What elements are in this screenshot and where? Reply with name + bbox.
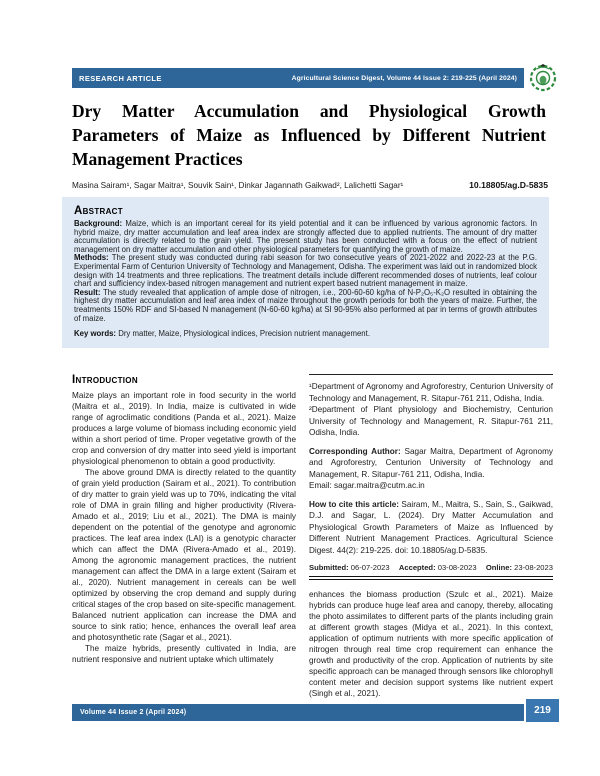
submission-dates-row: [309, 563, 553, 572]
info-top-rule: [309, 374, 553, 375]
online-value: 23-08-2023: [514, 563, 553, 572]
email-link[interactable]: sagar.maitra@cutm.ac.in: [334, 481, 425, 490]
submitted-value: 06-07-2023: [350, 563, 390, 572]
how-to-cite-text: Sairam, M., Maitra, S., Sain, S., Gaikwad, D.J. and Sagar, L. (2024). Dry Matter Accumulation and Physiological Growth Parameters of Maize as Influenced by Different Nutrient Management Practices. Agricultural Science Digest. 44(2): 219-225. doi: 10.18805/ag.D-5835.: [309, 499, 553, 555]
introduction-heading: Introduction: [72, 374, 138, 386]
page-number-badge: 219: [526, 699, 559, 722]
intro-paragraph-2: The above ground DMA is directly related to the quantity of grain yield production (Sairam et al., 2021). To contribution of dry matter to grain yield was up to 70%, indicating the vital role of DMA in grain filling and higher productivity (Rivera-Amado et al., 2019; Liu et al., 2021). The DMA is mainly dependent on the potential of the genotype and agronomic practices. The leaf area index (LAI) is a genotypic character which can affect the DMA (Rivera-Amado et al., 2019). Among the agronomic management practices, the nutrient management can affect the DMA in a large extent (Sairam et al., 2020). Nutrient management in cereals can be well optimized by observing the crop demand and supply during critical stages of the crop based on site-specific management. Balanced nutrient application can increase the DMA and source to sink ratio; hence, enhances the overall leaf area and photosynthetic rate (Sagar et al., 2021).: [72, 468, 296, 642]
accepted-value: 03-08-2023: [437, 563, 477, 572]
article-title: Dry Matter Accumulation and Physiological Growth Parameters of Maize as Influenced by Different Nutrient Management Practices: [72, 101, 546, 169]
how-to-cite-label: How to cite this article:: [309, 499, 399, 509]
corresponding-author: [309, 446, 553, 481]
right-column: [309, 374, 553, 702]
footer-bar: [72, 704, 524, 721]
top-bar: [72, 68, 524, 88]
research-article-badge: RESEARCH ARTICLE: [79, 73, 162, 83]
online-label: Online:: [485, 563, 512, 572]
intro-paragraph-3: The maize hybrids, presently cultivated in India, are nutrient responsive and nutrient uptake which ultimately: [72, 644, 296, 664]
left-column: [72, 374, 296, 702]
abstract-keywords: [74, 330, 537, 339]
abstract-result: [74, 289, 537, 323]
affiliation-1: ¹Department of Agronomy and Agroforestry, Centurion University of Technology and Management, R. Sitapur-761 211, Odisha, India.: [309, 382, 553, 403]
journal-issue-info: Agricultural Science Digest, Volume 44 Issue 2: 219-225 (April 2024): [291, 74, 517, 82]
submitted-date: [309, 563, 390, 572]
abstract-result-label: Result:: [74, 287, 101, 297]
submitted-label: Submitted:: [309, 563, 349, 572]
affiliation-2: ²Department of Plant physiology and Biochemistry, Centurion University of Technology and Management, R. Sitapur-761 211, Odisha, India.: [309, 405, 553, 437]
continuation-paragraph: enhances the biomass production (Szulc et al., 2021). Maize hybrids can produce huge leaf area and canopy, thereby, allocating the photo assimilates to different parts of the plants including grain at different growth stages (Midya et al., 2021). In this context, application of optimum nutrients with more specific application of nitrogen through real time crop requirement can enhance the growth and productivity of the crop. Application of nutrients by site specific approach can be managed through sensors like chlorophyll content meter and decision support systems like nutrient expert (Singh et al., 2021).: [309, 590, 553, 698]
abstract-keywords-label: Key words:: [74, 329, 117, 339]
abstract-methods-label: Methods:: [74, 253, 109, 263]
accepted-date: [399, 563, 477, 572]
abstract-methods-text: The present study was conducted during rabi season for two consecutive years of 2021-2022 and 2022-23 at the P.G. Experimental Farm of Centurion University of Technology and Management, Odisha. The experiment was laid out in randomized block design with 14 treatments and three replications. The treatment details include different recommended doses of nutrients, leaf colour chart and sufficiency index-based nitrogen management and nutrient expert based nutrient management in maize.: [74, 253, 537, 289]
abstract-heading: Abstract: [74, 205, 123, 217]
double-rule: [309, 576, 553, 580]
online-date: [486, 563, 553, 572]
corresponding-author-label: Corresponding Author:: [309, 446, 401, 456]
publisher-wreath-logo-icon: [527, 60, 559, 94]
abstract-background: [74, 220, 537, 254]
email-label: Email:: [309, 481, 332, 490]
how-to-cite: [309, 499, 553, 557]
abstract-result-text: The study revealed that application of ample dose of nitrogen, i.e., 200-60-60 kg/ha of N-P₂O₅-K₂O resulted in obtaining the highest dry matter accumulation and leaf area index of maize throughout the growth periods for both the years of maize. Further, the treatments 150% RDF and SI-based N management (N-60-60 kg/ha) at SI 90-95% also performed at par in terms of growth attributes of maize.: [74, 287, 537, 323]
abstract-panel: [62, 197, 549, 348]
accepted-label: Accepted:: [398, 563, 436, 572]
abstract-methods: [74, 254, 537, 288]
abstract-keywords-text: Dry matter, Maize, Physiological indices, Precision nutrient management.: [118, 329, 370, 339]
doi-label: 10.18805/ag.D-5835: [469, 180, 548, 190]
two-column-body: [72, 374, 553, 702]
corresponding-author-text: Sagar Maitra, Department of Agronomy and Agroforestry, Centurion University of Technology and Management, R. Sitapur-761 211, Odisha, India.: [309, 446, 553, 479]
abstract-background-text: Maize, which is an important cereal for its yield potential and it can be influenced by various agronomic factors. In hybrid maize, dry matter accumulation and leaf area index are strongly affected due to applied nutrients. The amount of dry matter accumulation is directly related to the grain yield. The present study has been conducted with a focus on the effect of nutrient management on dry matter accumulation and other physiological parameters for quantifying the growth of maize.: [74, 219, 538, 254]
intro-paragraph-1: Maize plays an important role in food security in the world (Maitra et al., 2019). In India, maize is cultivated in wide range of agroclimatic conditions (Panda et al., 2021). Maize produces a large volume of biomass including economic yield within a short period of time. Proper vegetative growth of the crop and conversion of dry matter into seed yield is important physiological phenomenon to obtain a good productivity.: [72, 391, 296, 466]
email-row: [309, 480, 553, 492]
abstract-background-label: Background:: [74, 219, 123, 228]
authors-line: Masina Sairam¹, Sagar Maitra¹, Souvik Sain¹, Dinkar Jagannath Gaikwad², Lalichetti Sagar¹: [72, 181, 404, 190]
authors-row: [72, 180, 548, 190]
footer-issue-text: Volume 44 Issue 2 (April 2024): [80, 709, 187, 716]
